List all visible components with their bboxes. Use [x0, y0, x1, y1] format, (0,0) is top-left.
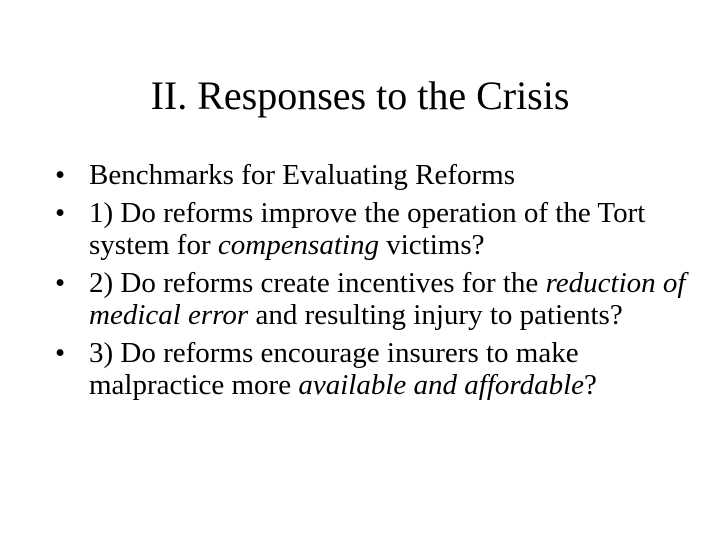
bullet-text: 1) Do reforms improve the operation of the Tort system for: [89, 197, 646, 261]
bullet-emphasis: available and affordable: [298, 369, 585, 401]
bullet-text: Benchmarks for Evaluating Reforms: [89, 159, 516, 191]
bullet-text: 3) Do reforms encourage insurers to make malpractice more: [89, 337, 579, 401]
bullet-item-benchmarks: [53, 159, 693, 191]
bullet-text: ?: [584, 369, 597, 401]
bullet-icon: •: [55, 197, 66, 229]
bullet-emphasis: compensating: [217, 229, 379, 261]
bullet-emphasis: reduction of medical error: [89, 267, 686, 331]
bullet-list: [53, 159, 693, 407]
bullet-icon: •: [55, 337, 66, 369]
bullet-icon: •: [55, 267, 66, 299]
slide-title: II. Responses to the Crisis: [150, 73, 570, 118]
bullet-item-insurers: [53, 337, 693, 401]
bullet-text: 2) Do reforms create incentives for the: [89, 267, 546, 299]
bullet-item-compensation: [53, 197, 693, 261]
bullet-text: and resulting injury to patients?: [248, 299, 623, 331]
bullet-text: victims?: [378, 229, 485, 261]
bullet-icon: •: [55, 159, 66, 191]
bullet-item-medical-error: [53, 267, 693, 331]
